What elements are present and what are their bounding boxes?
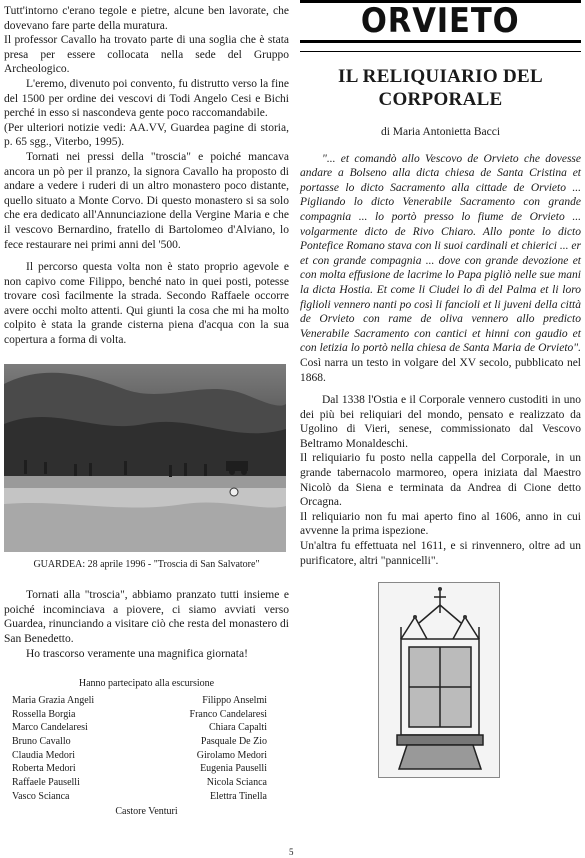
quote-source: Così narra un testo in volgare del XV secolo, pubblicato nel 1868.: [300, 356, 581, 384]
page-number: 5: [289, 847, 294, 857]
left-column: [4, 4, 289, 820]
paragraph: L'eremo, divenuto poi convento, fu distrutto verso la fine del 1500 per ordine dei vescovi di Todi Angelo Cesi e Bichi perché in esso si nascondeva gente poco raccomandabile.: [4, 77, 289, 120]
paragraph: Ho trascorso veramente una magnifica giornata!: [26, 647, 248, 660]
section-banner: [300, 0, 581, 43]
participant-name: Marco Candelaresi: [12, 722, 88, 734]
paragraph: Il professor Cavallo ha trovato parte di una soglia che è stata presa per essere collocata nella sede del Gruppo Archeologico.: [4, 34, 289, 76]
quote-paragraph: [300, 152, 581, 386]
participants-list: [4, 694, 289, 804]
quote-text: "... et comandò allo Vescovo de Orvieto che dovesse andare a Bolseno alla dicta chiesa de Santa Cristina et portasse lo dicto Sacramento alla cittade de Orvieto ... Pigliando lo dicto Venerabile Sacramento con grande compagnia ... lo portò presso lo fiume de Orvieto ... volgarmente dicto de Rivo Chiaro. Allo ponte lo dicto Pontefice Romano stava con li suoi cardinali et chierici ... er et con grande compagnia ... dove con grande devozione et con molta effusione de lacrime lo Papa pigliò nelle sue mani la dicta Hostia. Et come li Ciudei lo dì del Palma et li loro figlioli vennero nanti po così li fancioli et li juveni della città de Orvieto con rame de oliva vennero allo predicto Venerabile Sacramento con cantici et hinni con gaudio et con letizia lo portò nella chiesa de Santa Maria de Orvieto".: [300, 152, 581, 355]
participants-heading: Hanno partecipato alla escursione: [78, 678, 215, 690]
participant-name: Elettra Tinella: [210, 790, 267, 802]
participant-name: Bruno Cavallo: [12, 735, 71, 747]
paragraph: (Per ulteriori notizie vedi: AA.VV, Guardea pagine di storia, p. 65 sgg., Viterbo, 1995).: [4, 121, 289, 149]
participant-name: Pasquale De Zio: [200, 735, 267, 747]
paragraph: Tutt'intorno c'erano tegole e pietre, alcune ben lavorate, che dovevano fare parte della muratura.: [4, 5, 289, 32]
divider: [300, 51, 581, 52]
article-title: [300, 65, 581, 111]
photo-scene: [4, 364, 286, 552]
participant-name: Castore Venturi: [115, 806, 178, 818]
title-line: IL RELIQUIARIO DEL: [338, 66, 543, 87]
paragraph: Il reliquiario fu posto nella cappella del Corporale, in un grande tabernacolo marmoreo, opera iniziata dal Maestro Nicolò da Siena e terminata da Andrea di Cione detto Orcagna.: [300, 452, 581, 509]
paragraph: Tornati nei pressi della "troscia" e poiché mancava ancora un pò per il pranzo, la signora Cavallo ha proposto di andare a vedere i ruderi di un altro monastero poco distante, quello situato a Monte Corvo. Di questo monastero si sa solo che era dedicato all'Annunciazione della Vergine Maria e che il vescovo Bernardino, fratello di Bartolomeo d'Alviano, lo fece restaurare nei primi anni del '500.: [4, 150, 289, 251]
paragraph: Il reliquiario non fu mai aperto fino al 1606, anno in cui avvenne la prima ispezione.: [300, 510, 581, 538]
participant-name: Claudia Medori: [12, 749, 76, 761]
participant-name: Vasco Scianca: [12, 790, 70, 802]
participant-name: Franco Candelaresi: [189, 708, 267, 720]
paragraph: Un'altra fu effettuata nel 1611, e si rinvennero, oltre ad un purificatore, altri "pannicelli".: [300, 540, 581, 567]
participant-name: Maria Grazia Angeli: [12, 694, 95, 706]
right-column: [300, 0, 581, 778]
participant-name: Chiara Capalti: [208, 722, 267, 734]
paragraph: Tornati alla "troscia", abbiamo pranzato tutti insieme e poiché incominciava a piovere, ci siamo avviati verso Guardea, rinunciando a visitare ciò che resta del monastero di San Benedetto.: [4, 589, 289, 646]
article-author: di Maria Antonietta Bacci: [380, 126, 501, 138]
participant-name: Filippo Anselmi: [202, 694, 267, 706]
reliquary-image: [378, 582, 500, 778]
title-line: CORPORALE: [378, 89, 503, 110]
participant-name: Roberta Medori: [12, 763, 76, 775]
participant-name: Girolamo Medori: [196, 749, 267, 761]
participant-name: Nicola Scianca: [206, 777, 267, 789]
participant-name: Rossella Borgia: [12, 708, 76, 720]
landscape-photo: [4, 364, 286, 552]
photo-caption: GUARDEA: 28 aprile 1996 - "Troscia di San Salvatore": [33, 558, 260, 570]
participant-name: Eugenia Pauselli: [200, 763, 267, 775]
reliquary-drawing: [379, 583, 500, 778]
paragraph: Il percorso questa volta non è stato proprio agevole e non capivo come Filippo, benché nato in quei posti, potesse trovare così facilmente la strada. Secondo Raffaele occorre avere occhi molto attenti. Qui giunti la cosa che mi ha molto colpito è stata la grande cisterna piena d'acqua con la sua copertura a forma di volta.: [4, 261, 289, 347]
section-title: ORVIETO: [361, 1, 520, 42]
participant-name: Raffaele Pauselli: [12, 777, 80, 789]
paragraph: Dal 1338 l'Ostia e il Corporale vennero custoditi in uno dei più bei reliquiari del mondo, pensato e realizzato da Ugolino di Vieri, senese, commissionato dal Vescovo Beltramo Monaldeschi.: [300, 394, 581, 450]
